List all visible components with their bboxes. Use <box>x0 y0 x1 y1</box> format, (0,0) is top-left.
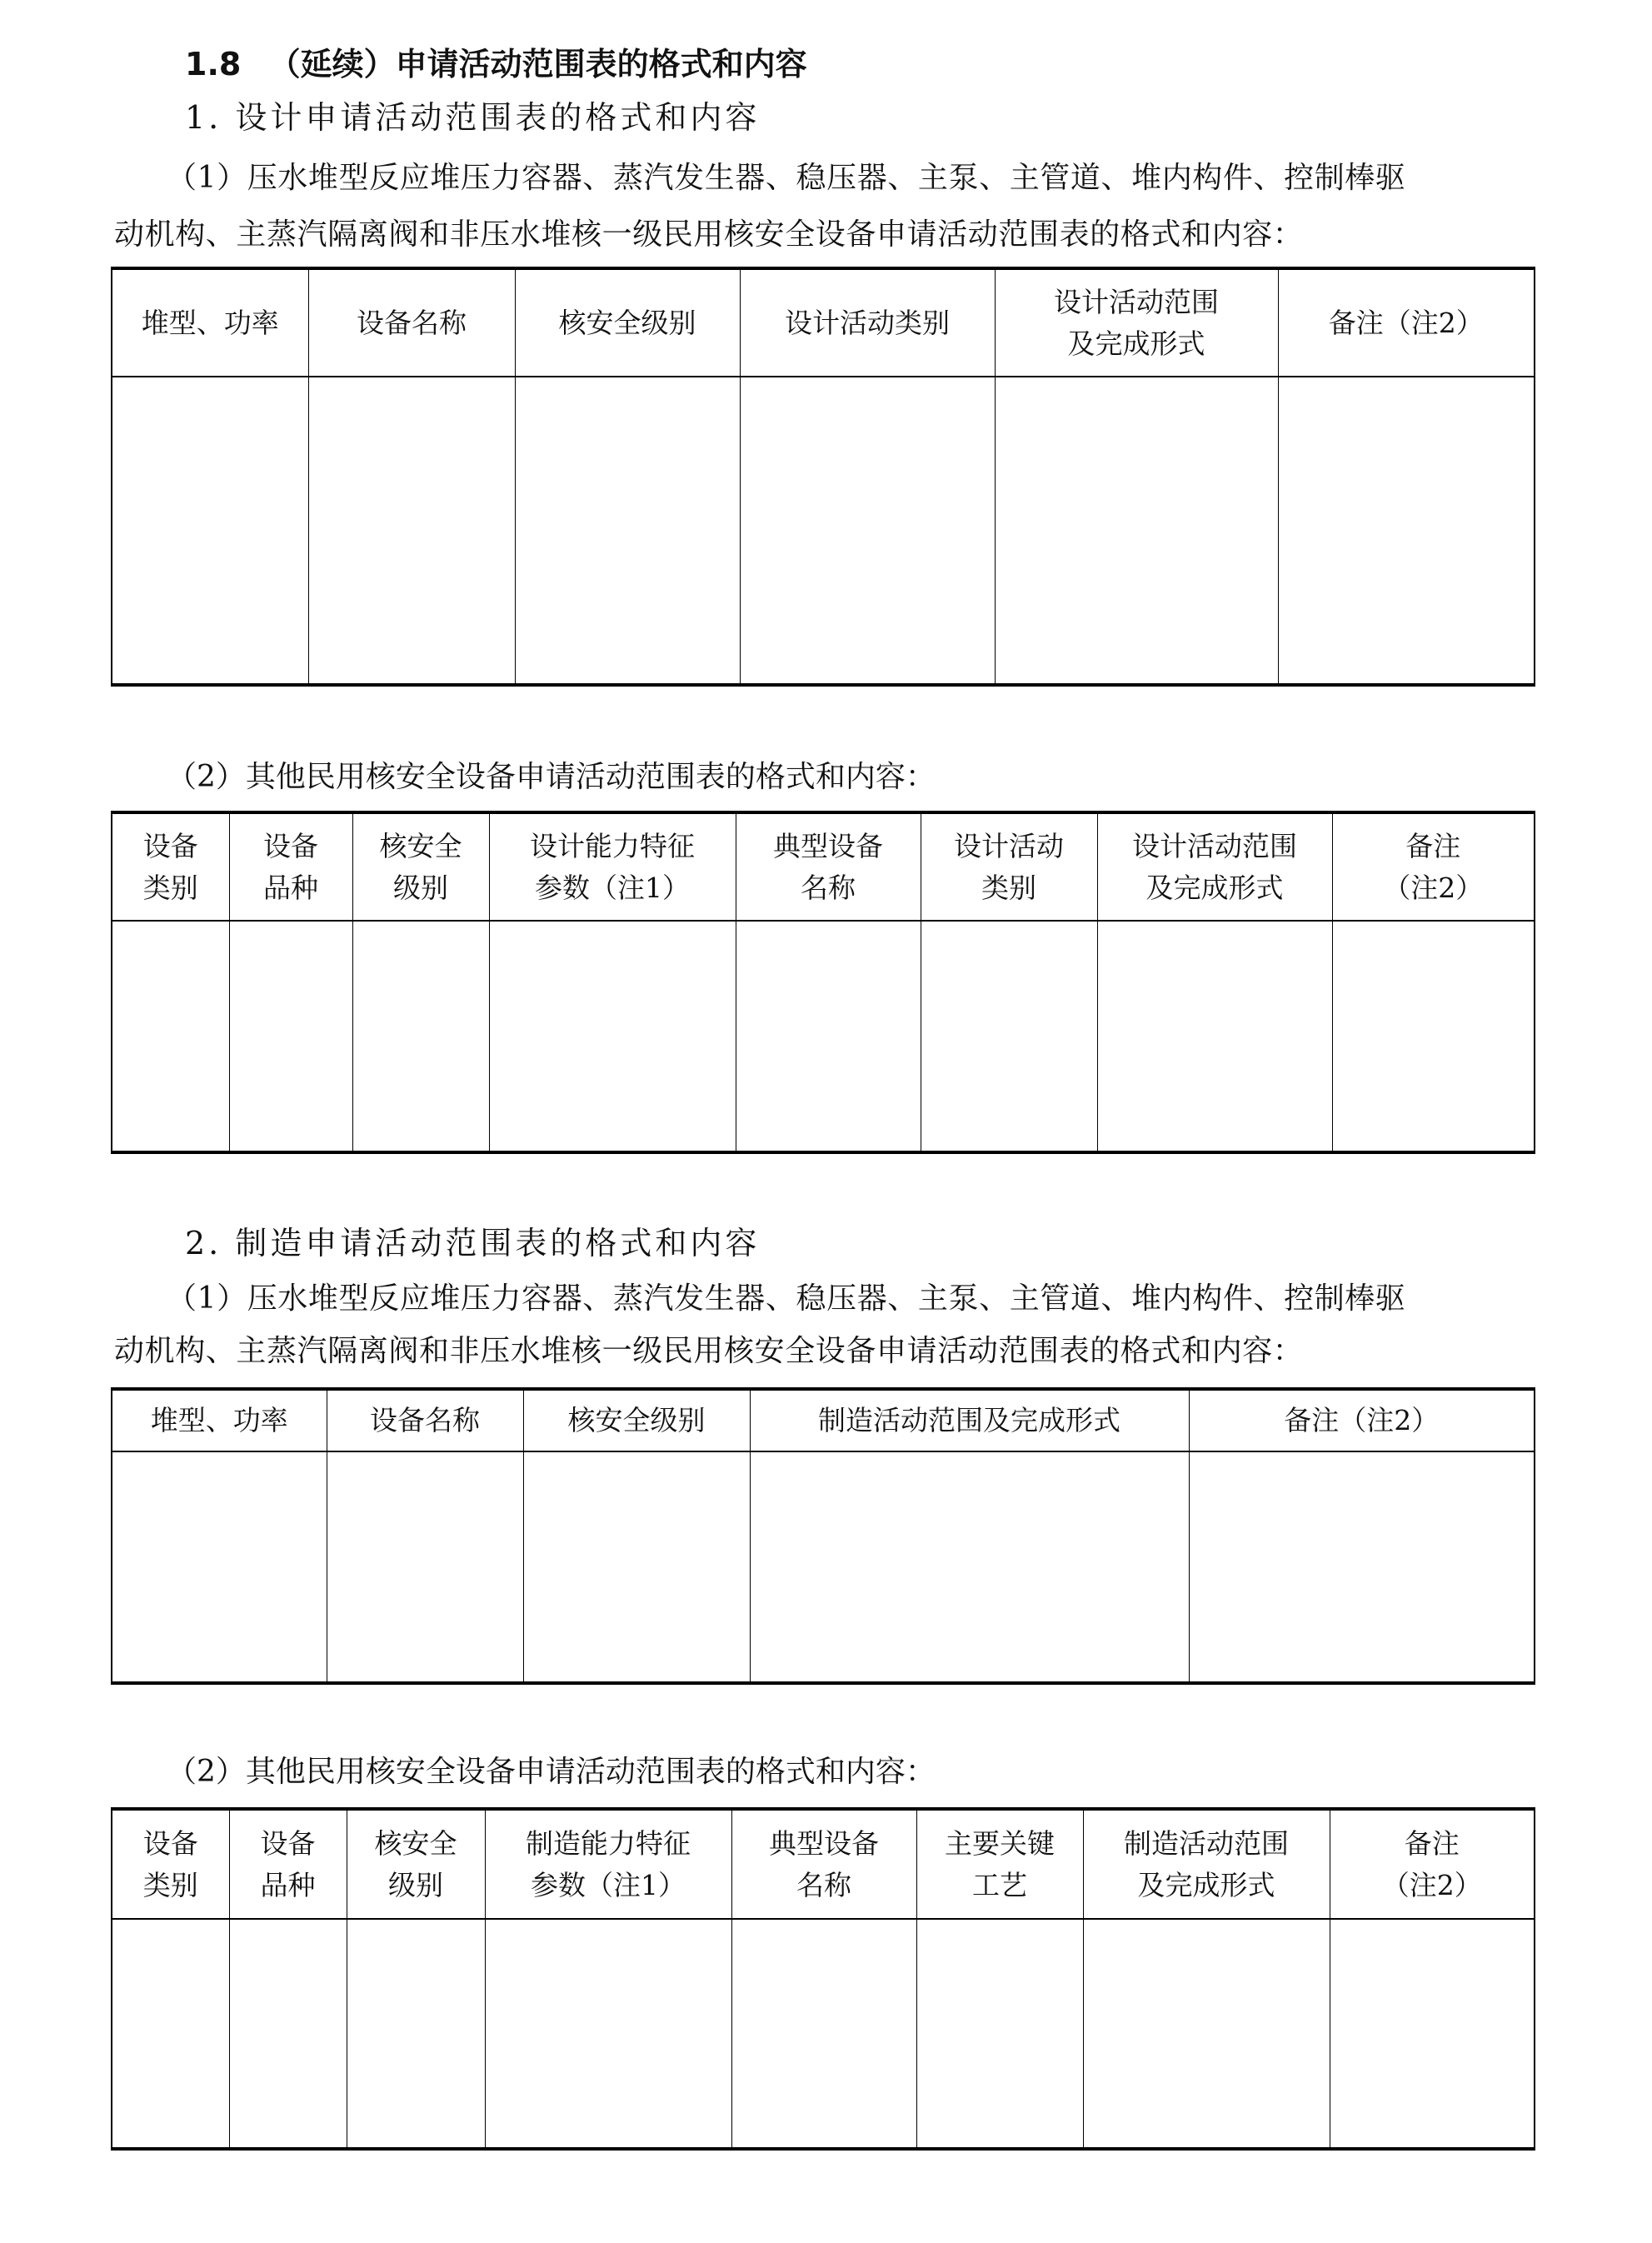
column-header-line: 典型设备 <box>769 1827 879 1860</box>
column-header-line: 及完成形式 <box>1145 871 1284 904</box>
column-header-line: 设计活动范围 <box>1132 830 1297 862</box>
column-header-line: 名称 <box>801 871 856 904</box>
column-header-line: 堆型、功率 <box>150 1404 288 1437</box>
column-header-line: 备注（注2） <box>1328 306 1484 339</box>
column-header-line: 核安全 <box>374 1827 457 1860</box>
column-header-line: 参数（注1） <box>535 871 690 904</box>
column-header <box>731 1809 916 1919</box>
table-row <box>112 377 1535 685</box>
column-header-line: 设备名称 <box>370 1404 480 1437</box>
table-row <box>112 1451 1535 1683</box>
column-header <box>489 812 736 921</box>
empty-cell[interactable] <box>1278 377 1535 685</box>
column-header <box>1097 812 1332 921</box>
column-header <box>736 812 921 921</box>
empty-cell[interactable] <box>352 921 489 1152</box>
section1-item1-line2: 动机构、主蒸汽隔离阀和非压水堆核一级民用核安全设备申请活动范围表的格式和内容： <box>114 217 1304 252</box>
column-header <box>308 268 515 377</box>
column-header-line: 制造活动范围及完成形式 <box>818 1404 1120 1437</box>
manufacture-scope-table-other <box>111 1807 1535 2151</box>
empty-cell[interactable] <box>921 921 1097 1152</box>
heading-title: （延续）申请活动范围表的格式和内容 <box>268 46 807 82</box>
section-heading <box>185 48 807 80</box>
column-header-line: 品种 <box>263 871 318 904</box>
column-header <box>229 812 352 921</box>
empty-cell[interactable] <box>995 377 1278 685</box>
column-header-line: 及完成形式 <box>1137 1868 1275 1901</box>
column-header-line: 设计活动类别 <box>785 306 950 339</box>
column-header-line: 备注（注2） <box>1284 1404 1440 1437</box>
column-header-line: 类别 <box>981 871 1036 904</box>
column-header-line: 参数（注1） <box>531 1868 686 1901</box>
section2-item1-line2: 动机构、主蒸汽隔离阀和非压水堆核一级民用核安全设备申请活动范围表的格式和内容： <box>114 1334 1304 1368</box>
column-header-line: 核安全级别 <box>567 1404 706 1437</box>
column-header-line: 级别 <box>388 1868 443 1901</box>
column-header <box>750 1389 1189 1451</box>
empty-cell[interactable] <box>740 377 995 685</box>
empty-cell[interactable] <box>229 921 352 1152</box>
column-header-line: 设计能力特征 <box>530 830 695 862</box>
column-header <box>485 1809 731 1919</box>
column-header-line: 备注 <box>1405 830 1461 862</box>
column-header <box>352 812 489 921</box>
design-scope-table-other <box>111 811 1535 1154</box>
column-header-line: 堆型、功率 <box>141 306 279 339</box>
column-header-line: 备注 <box>1404 1827 1460 1860</box>
empty-cell[interactable] <box>112 921 229 1152</box>
table-row <box>112 1919 1535 2149</box>
column-header <box>1332 812 1535 921</box>
column-header-line: 设备 <box>263 830 318 862</box>
column-header-line: 设备 <box>260 1827 316 1860</box>
column-header <box>515 268 740 377</box>
empty-cell[interactable] <box>750 1451 1189 1683</box>
section1-title: 1. 设计申请活动范围表的格式和内容 <box>185 99 761 136</box>
header-row <box>112 268 1535 377</box>
empty-cell[interactable] <box>489 921 736 1152</box>
column-header-line: 制造活动范围 <box>1124 1827 1289 1860</box>
design-scope-table-nuclear-class1 <box>111 267 1535 687</box>
empty-cell[interactable] <box>1330 1919 1535 2149</box>
column-header <box>347 1809 485 1919</box>
column-header <box>921 812 1097 921</box>
column-header-line: 核安全 <box>379 830 462 862</box>
column-header <box>916 1809 1083 1919</box>
empty-cell[interactable] <box>485 1919 731 2149</box>
column-header <box>1330 1809 1535 1919</box>
column-header-line: 名称 <box>796 1868 851 1901</box>
column-header-line: 类别 <box>142 1868 198 1901</box>
empty-cell[interactable] <box>916 1919 1083 2149</box>
column-header <box>327 1389 523 1451</box>
empty-cell[interactable] <box>1189 1451 1535 1683</box>
column-header-line: 设备名称 <box>357 306 467 339</box>
column-header-line: 制造能力特征 <box>526 1827 691 1860</box>
column-header-line: 设计活动 <box>954 830 1064 862</box>
header-row <box>112 1389 1535 1451</box>
empty-cell[interactable] <box>1083 1919 1330 2149</box>
empty-cell[interactable] <box>308 377 515 685</box>
column-header-line: （注2） <box>1381 1868 1482 1901</box>
column-header <box>112 1809 229 1919</box>
header-row <box>112 1809 1535 1919</box>
column-header <box>740 268 995 377</box>
column-header <box>1189 1389 1535 1451</box>
heading-number: 1.8 <box>185 46 242 82</box>
column-header <box>995 268 1278 377</box>
empty-cell[interactable] <box>347 1919 485 2149</box>
section1-item2: （2）其他民用核安全设备申请活动范围表的格式和内容： <box>167 760 936 794</box>
empty-cell[interactable] <box>112 1919 229 2149</box>
table-row <box>112 921 1535 1152</box>
column-header-line: 级别 <box>393 871 448 904</box>
column-header <box>1278 268 1535 377</box>
column-header-line: 及完成形式 <box>1067 327 1205 360</box>
column-header <box>112 1389 327 1451</box>
section1-item1-line1: （1）压水堆型反应堆压力容器、蒸汽发生器、稳压器、主泵、主管道、堆内构件、控制棒驱 <box>167 161 1406 195</box>
column-header <box>112 812 229 921</box>
empty-cell[interactable] <box>736 921 921 1152</box>
column-header-line: 设备 <box>142 1827 198 1860</box>
empty-cell[interactable] <box>1332 921 1535 1152</box>
empty-cell[interactable] <box>523 1451 750 1683</box>
manufacture-scope-table-nuclear-class1 <box>111 1387 1535 1685</box>
empty-cell[interactable] <box>1097 921 1332 1152</box>
column-header-line: 典型设备 <box>773 830 883 862</box>
empty-cell[interactable] <box>515 377 740 685</box>
header-row <box>112 812 1535 921</box>
column-header-line: （注2） <box>1383 871 1484 904</box>
column-header-line: 工艺 <box>972 1868 1027 1901</box>
empty-cell[interactable] <box>112 377 308 685</box>
column-header <box>523 1389 750 1451</box>
empty-cell[interactable] <box>112 1451 327 1683</box>
empty-cell[interactable] <box>327 1451 523 1683</box>
column-header-line: 设备 <box>142 830 198 862</box>
column-header-line: 品种 <box>260 1868 316 1901</box>
column-header <box>229 1809 347 1919</box>
empty-cell[interactable] <box>731 1919 916 2149</box>
section2-item1-line1: （1）压水堆型反应堆压力容器、蒸汽发生器、稳压器、主泵、主管道、堆内构件、控制棒驱 <box>167 1281 1406 1316</box>
column-header-line: 设计活动范围 <box>1054 286 1219 318</box>
section2-title: 2. 制造申请活动范围表的格式和内容 <box>185 1225 761 1261</box>
column-header-line: 核安全级别 <box>558 306 696 339</box>
empty-cell[interactable] <box>229 1919 347 2149</box>
column-header-line: 主要关键 <box>945 1827 1055 1860</box>
section2-item2: （2）其他民用核安全设备申请活动范围表的格式和内容： <box>167 1755 936 1789</box>
column-header-line: 类别 <box>142 871 198 904</box>
column-header <box>1083 1809 1330 1919</box>
column-header <box>112 268 308 377</box>
